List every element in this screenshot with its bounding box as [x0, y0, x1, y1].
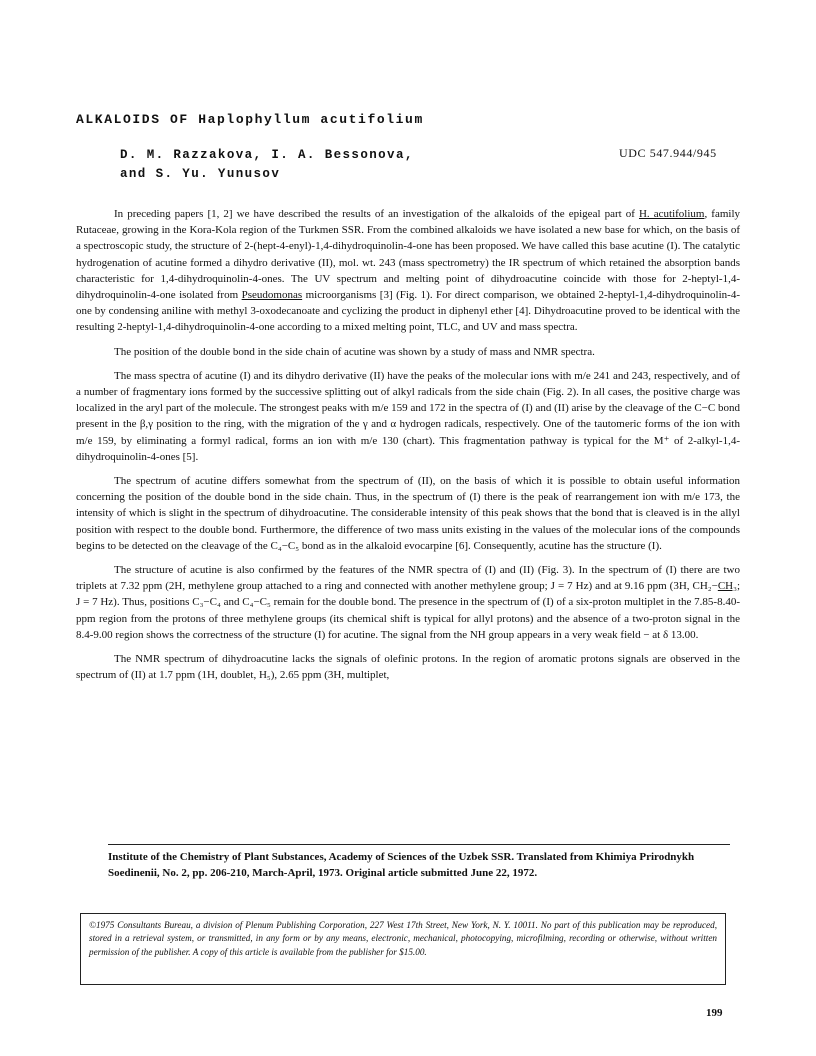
- article-body: [76, 206, 740, 691]
- species-name: H. acutifolium: [638, 208, 705, 220]
- paragraph-1: [76, 206, 740, 336]
- udc-code: UDC 547.944/945: [619, 146, 717, 160]
- author-list: [120, 146, 414, 184]
- copyright-box: ©1975 Consultants Bureau, a division of Plenum Publishing Corporation, 227 West 17th Street, New York, N. Y. 10011. No part of this publication may be reproduced, stored in a retrieval system, or transmitted, in any form or by any means, electronic, mechanical, photocopying, microfilming, recording or otherwise, without written permission of the publisher. A copy of this article is available from the publisher for $15.00.: [80, 913, 726, 985]
- page-number: 199: [706, 1007, 723, 1019]
- paragraph-5: [76, 562, 740, 643]
- author-line-1: D. M. Razzakova, I. A. Bessonova,: [120, 148, 414, 162]
- paragraph-6: The NMR spectrum of dihydroacutine lacks the signals of olefinic protons. In the region of aromatic protons signals are observed in the spectrum of (II) at 1.7 ppm (1H, doublet, H₅), 2.65 ppm (3H, multiplet,: [76, 653, 740, 682]
- paragraph-1-part-a: In preceding papers [1, 2] we have described the results of an investigation of the alkaloids of the epigeal part of: [114, 208, 639, 220]
- paragraph-5-part-a: The structure of acutine is also confirmed by the features of the NMR spectra of (I) and (II) (Fig. 3). In the spectrum of (I) there are two triplets at 7.32 ppm (2H, methylene group attached to a ring and connected with another methylene group; J = 7 Hz) and at 9.16 ppm (3H, CH₂−: [76, 564, 740, 593]
- paragraph-1-part-b: , family Rutaceae, growing in the Kora-Kola region of the Turkmen SSR. From the combined alkaloids we have isolated a new base for which, on the basis of a spectroscopic study, the structure of 2-(hept-4-enyl)-1,4-dihydroquinolin-4-one has been proposed. We have called this base acutine (I). The catalytic hydrogenation of acutine formed a dihydro derivative (II), mol. wt. 243 (mass spectrometry) the IR spectrum of which retained the absorption bands characteristic for 1,4-dihydroquinolin-4-ones. The UV spectrum and melting point of dihydroacutine coincide with those for 2-heptyl-1,4-dihydroquinolin-4-one isolated from: [76, 208, 741, 302]
- author-line-2: and S. Yu. Yunusov: [120, 167, 281, 181]
- methyl-group: CH₃: [717, 580, 737, 593]
- paragraph-2: The position of the double bond in the side chain of acutine was shown by a study of mass and NMR spectra.: [114, 345, 595, 358]
- paragraph-4: The spectrum of acutine differs somewhat from the spectrum of (II), on the basis of which it is possible to obtain useful information concerning the position of the double bond in the side chain. Thus, in the spectrum of (I) there is the peak of rearrangement ion with m/e 173, the intensity of which is slight in the spectrum of dihydroacutine. The considerable intensity of this peak shows that the bond that is cleaved is in the allyl position with respect to the double bond. Furthermore, the difference of two mass units existing in the values of the molecular ions of the compounds begins to be detected on the cleavage of the C₄−C₅ bond as in the alkaloid evocarpine [6]. Consequently, acutine has the structure (I).: [76, 475, 740, 552]
- article-title: ALKALOIDS OF Haplophyllum acutifolium: [76, 112, 424, 127]
- footnote-divider: [108, 844, 730, 845]
- paragraph-3: The mass spectra of acutine (I) and its dihydro derivative (II) have the peaks of the molecular ions with m/e 241 and 243, respectively, and of a number of fragmentary ions formed by the successive splitting out of alkyl radicals from the side chain (Fig. 2). In all cases, the positive charge was localized in the aryl part of the molecule. The strongest peaks with m/e 159 and 172 in the spectra of (I) and (II) arise by the cleavage of the C−C bond present in the β,γ position to the ring, with the migration of the γ and α hydrogen radicals, respectively. One of the tautomeric forms of the ion with m/e 159, by eliminating a formyl radical, forms an ion with m/e 130 (chart). This fragmentation pathway is typical for the M⁺ of 2-alkyl-1,4-dihydroquinolin-4-ones [5].: [76, 369, 740, 463]
- paragraph-5-part-b: ; J = 7 Hz). Thus, positions C₃−C₄ and C₄−C₅ remain for the double bond. The presence in the spectrum of (I) of a six-proton multiplet in the 7.85-8.40-ppm region from the protons of three methylene groups (its chemical shift is typical for allyl protons) and the absence of a two-proton signal in the 8.4-9.00 region shows the correctness of the structure (I) for acutine. The signal from the NH group appears in a very weak field − at δ 13.00.: [76, 580, 740, 641]
- paragraph-1-part-c: microorganisms [3] (Fig. 1). For direct comparison, we obtained 2-heptyl-1,4-dihydroquinolin-4-one by condensing aniline with methyl 3-oxodecanoate and cyclizing the product in diphenyl ether [4]. Dihydroacutine proved to be identical with the resulting 2-heptyl-1,4-dihydroquinolin-4-one according to a mixed melting point, TLC, and UV and mass spectra.: [76, 289, 740, 334]
- affiliation-note: Institute of the Chemistry of Plant Substances, Academy of Sciences of the Uzbek SSR. Translated from Khimiya Prirodnykh Soedinenii, No. 2, pp. 206-210, March-April, 1973. Original article submitted June 22, 1972.: [108, 851, 695, 879]
- genus-name: Pseudomonas: [241, 289, 303, 302]
